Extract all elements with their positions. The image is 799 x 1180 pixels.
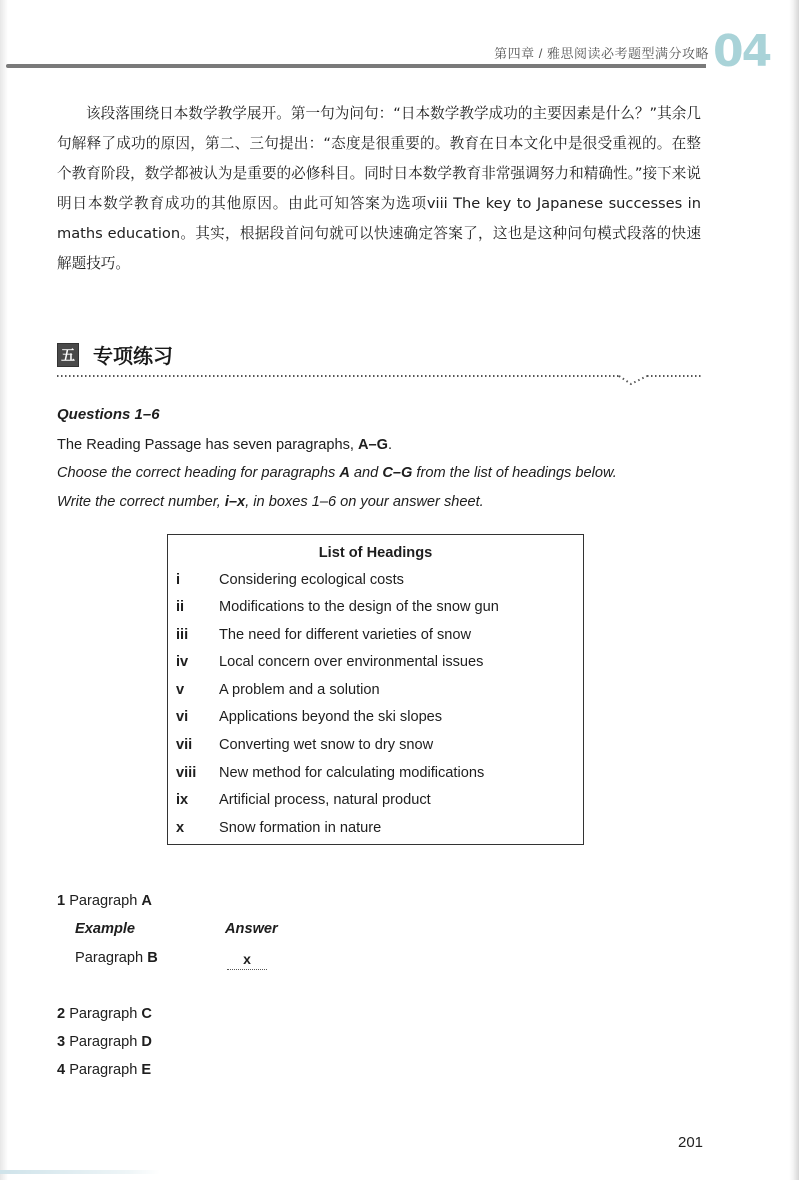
- example-paragraph-letter: B: [147, 950, 158, 966]
- question-number: 2: [57, 1006, 66, 1022]
- instruction-bold: i–x: [224, 494, 246, 510]
- question-paragraph-letter: E: [141, 1062, 152, 1078]
- question-label: Paragraph: [69, 1062, 142, 1078]
- heading-numeral: x: [176, 820, 185, 836]
- heading-text: The need for different varieties of snow: [219, 627, 472, 643]
- heading-text: Snow formation in nature: [219, 820, 382, 836]
- heading-numeral: vii: [176, 737, 193, 753]
- question-number: 4: [57, 1062, 66, 1078]
- heading-text: Artificial process, natural product: [219, 792, 431, 808]
- page-number: 201: [678, 1134, 704, 1151]
- instruction-text: Write the correct number,: [57, 494, 225, 510]
- instruction-bold: C–G: [382, 465, 413, 481]
- heading-numeral: ii: [176, 599, 185, 615]
- heading-numeral: iii: [176, 627, 189, 643]
- question-paragraph-letter: A: [141, 893, 152, 909]
- section-number-badge: 五: [57, 343, 79, 367]
- example-paragraph: [75, 950, 158, 966]
- question-item-1: [57, 893, 152, 909]
- heading-numeral: ix: [176, 792, 189, 808]
- questions-title: Questions 1–6: [57, 406, 160, 423]
- dotted-divider: [57, 366, 702, 388]
- instruction-line-1: [57, 437, 392, 453]
- heading-item: [176, 709, 442, 725]
- section-heading: [57, 340, 173, 369]
- question-number: 1: [57, 893, 66, 909]
- heading-numeral: i: [176, 572, 181, 588]
- running-header-title: 第四章 / 雅思阅读必考题型满分攻略: [494, 46, 709, 61]
- heading-item: [176, 599, 499, 615]
- heading-numeral: iv: [176, 654, 189, 670]
- page-edge-right: [789, 0, 799, 1180]
- instruction-line-2: [57, 465, 617, 481]
- heading-item: [176, 765, 484, 781]
- question-paragraph-letter: D: [141, 1034, 152, 1050]
- question-label: Paragraph: [69, 1034, 142, 1050]
- heading-text: A problem and a solution: [219, 682, 380, 698]
- question-item-2: [57, 1006, 152, 1022]
- instruction-line-3: [57, 494, 484, 510]
- heading-text: Converting wet snow to dry snow: [219, 737, 434, 753]
- question-number: 3: [57, 1034, 66, 1050]
- example-paragraph-label: Paragraph: [75, 950, 148, 966]
- heading-numeral: v: [176, 682, 185, 698]
- heading-item: [176, 737, 433, 753]
- question-item-4: [57, 1062, 151, 1078]
- heading-text: New method for calculating modifications: [219, 765, 485, 781]
- instruction-bold: A–G: [358, 437, 389, 453]
- heading-item: [176, 627, 471, 643]
- list-of-headings-box: [167, 534, 584, 845]
- heading-numeral: viii: [176, 765, 197, 781]
- page-edge-left: [0, 0, 8, 1180]
- instruction-text: Choose the correct heading for paragraphs: [57, 465, 340, 481]
- heading-text: Considering ecological costs: [219, 572, 404, 588]
- heading-text: Local concern over environmental issues: [219, 654, 484, 670]
- heading-item: [176, 820, 381, 836]
- answer-label: Answer: [225, 921, 278, 937]
- instruction-text: .: [388, 437, 393, 453]
- heading-item: [176, 792, 431, 808]
- question-paragraph-letter: C: [141, 1006, 152, 1022]
- section-title: 专项练习: [93, 344, 173, 368]
- bottom-edge-smudge: [0, 1170, 160, 1174]
- question-label: Paragraph: [69, 893, 142, 909]
- heading-item: [176, 572, 404, 588]
- header-rule: [6, 64, 706, 68]
- heading-item: [176, 654, 483, 670]
- heading-numeral: vi: [176, 709, 189, 725]
- instruction-bold: A: [339, 465, 350, 481]
- instruction-text: , in boxes 1–6 on your answer sheet.: [245, 494, 484, 510]
- example-answer: x: [227, 951, 267, 970]
- explanation-paragraph: 该段落围绕日本数学教学展开。第一句为问句：“日本数学教学成功的主要因素是什么？”其余几句解释了成功的原因，第二、三句提出：“态度是很重要的。教育在日本文化中是很受重视的。在整个教育阶段，数学都被认为是重要的必修科目。同时日本数学教育非常强调努力和精确性。”接下来说明日本数学教育成功的其他原因。由此可知答案为选项viii The key to Japanese successes in maths education。其实，根据段首问句就可以快速确定答案了，这也是这种问句模式段落的快速解题技巧。: [57, 105, 701, 272]
- list-of-headings-title: List of Headings: [318, 545, 433, 561]
- heading-item: [176, 682, 380, 698]
- question-label: Paragraph: [69, 1006, 142, 1022]
- instruction-text: from the list of headings below.: [412, 465, 617, 481]
- heading-text: Applications beyond the ski slopes: [219, 709, 443, 725]
- question-item-3: [57, 1034, 152, 1050]
- example-label: Example: [75, 921, 136, 937]
- instruction-text: and: [349, 465, 383, 481]
- heading-text: Modifications to the design of the snow gun: [219, 599, 499, 615]
- chapter-number: 04: [713, 26, 771, 77]
- instruction-text: The Reading Passage has seven paragraphs,: [57, 437, 358, 453]
